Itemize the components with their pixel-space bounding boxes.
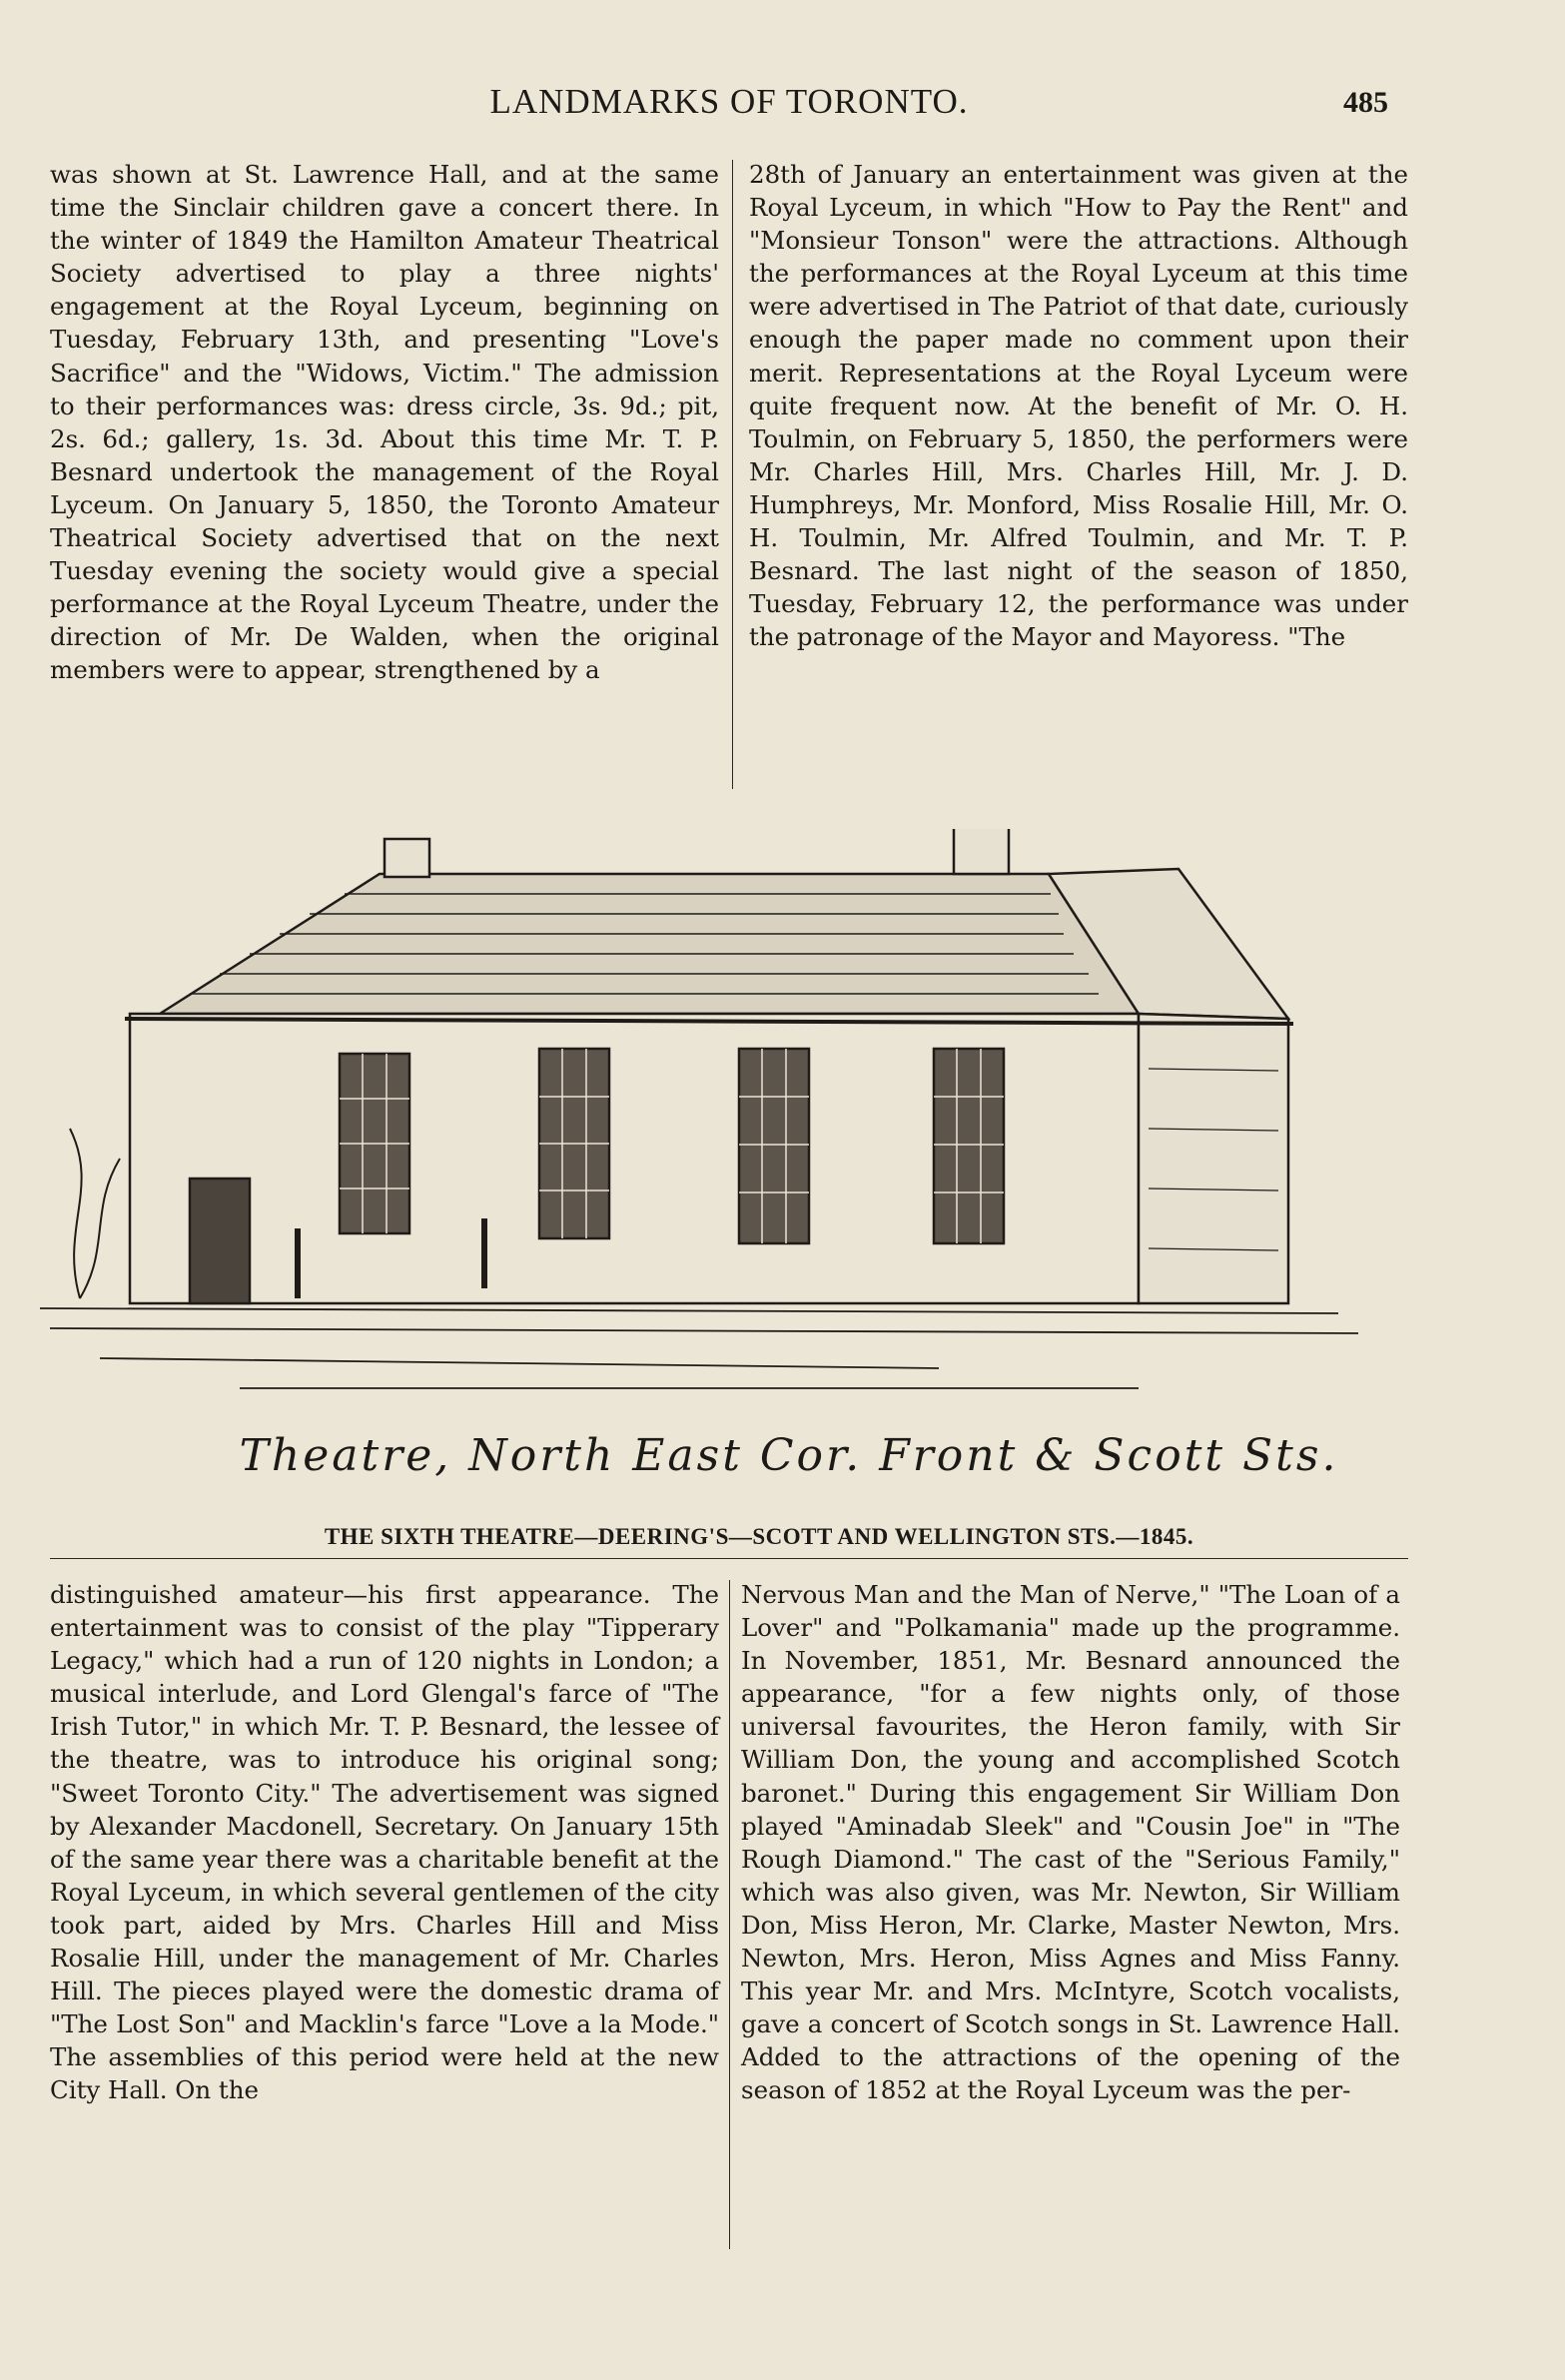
caption-rule	[50, 1558, 1408, 1559]
column-divider-top	[732, 160, 733, 789]
column-divider-bottom	[729, 1580, 730, 2249]
page-number: 485	[1343, 86, 1388, 119]
column-bottom-right: Nervous Man and the Man of Nerve," "The Loan of a Lover" and "Polkamania" made up the programme. In November, 1851, Mr. Besnard announced the appearance, "for a few nights only, of those universal favourites, the Heron family, with Sir William Don, the young and accomplished Scotch baronet." During this engagement Sir William Don played "Aminadab Sleek" and "Cousin Joe" in "The Rough Diamond." The cast of the "Serious Family," which was also given, was Mr. Newton, Sir William Don, Miss Heron, Mr. Clarke, Master Newton, Mrs. Newton, Mrs. Heron, Miss Agnes and Miss Fanny. This year Mr. and Mrs. McIntyre, Scotch vocalists, gave a concert of Scotch songs in St. Lawrence Hall. Added to the attractions of the opening of the season of 1852 at the Royal Lyceum was the per-	[741, 1580, 1400, 2105]
running-header: LANDMARKS OF TORONTO.	[489, 82, 969, 121]
column-top-left: was shown at St. Lawrence Hall, and at the same time the Sinclair children gave a concert there. In the winter of 1849 the Hamilton Amateur Theatrical Society advertised to play a three nights' engagement at the Royal Lyceum, beginning on Tuesday, February 13th, and presenting "Love's Sacrifice" and the "Widows, Victim." The admission to their performances was: dress circle, 3s. 9d.; pit, 2s. 6d.; gallery, 1s. 3d. About this time Mr. T. P. Besnard undertook the management of the Royal Lyceum. On January 5, 1850, the Toronto Amateur Theatrical Society advertised that on the next Tuesday evening the society would give a special performance at the Royal Lyceum Theatre, under the direction of Mr. De Walden, when the original members were to appear, strengthened by a	[50, 160, 719, 685]
figure-caption: THE SIXTH THEATRE—DEERING'S—SCOTT AND WELLINGTON STS.—1845.	[324, 1524, 1194, 1549]
column-bottom-left: distinguished amateur—his first appearance. The entertainment was to consist of the play "Tipperary Legacy," which had a run of 120 nights in London; a musical interlude, and Lord Glengal's farce of "The Irish Tutor," in which Mr. T. P. Besnard, the lessee of the theatre, was to introduce his original song; "Sweet Toronto City." The advertisement was signed by Alexander Macdonell, Secretary. On January 15th of the same year there was a charitable benefit at the Royal Lyceum, in which several gentlemen of the city took part, aided by Mrs. Charles Hill and Miss Rosalie Hill, under the management of Mr. Charles Hill. The pieces played were the domestic drama of "The Lost Son" and Macklin's farce "Love a la Mode." The assemblies of this period were held at the new City Hall. On the	[50, 1580, 719, 2105]
theatre-illustration	[40, 829, 1438, 1468]
column-top-right: 28th of January an entertainment was given at the Royal Lyceum, in which "How to Pay the Rent" and "Monsieur Tonson" were the attractions. Although the performances at the Royal Lyceum at this time were advertised in The Patriot of that date, curiously enough the paper made no comment upon their merit. Representations at the Royal Lyceum were quite frequent now. At the benefit of Mr. O. H. Toulmin, on February 5, 1850, the performers were Mr. Charles Hill, Mrs. Charles Hill, Mr. J. D. Humphreys, Mr. Monford, Miss Rosalie Hill, Mr. O. H. Toulmin, Mr. Alfred Toulmin, and Mr. T. P. Besnard. The last night of the season of 1850, Tuesday, February 12, the performance was under the patronage of the Mayor and Mayoress. "The	[749, 160, 1408, 652]
handwritten-caption: Theatre, North East Cor. Front & Scott Sts.	[239, 1430, 1339, 1481]
